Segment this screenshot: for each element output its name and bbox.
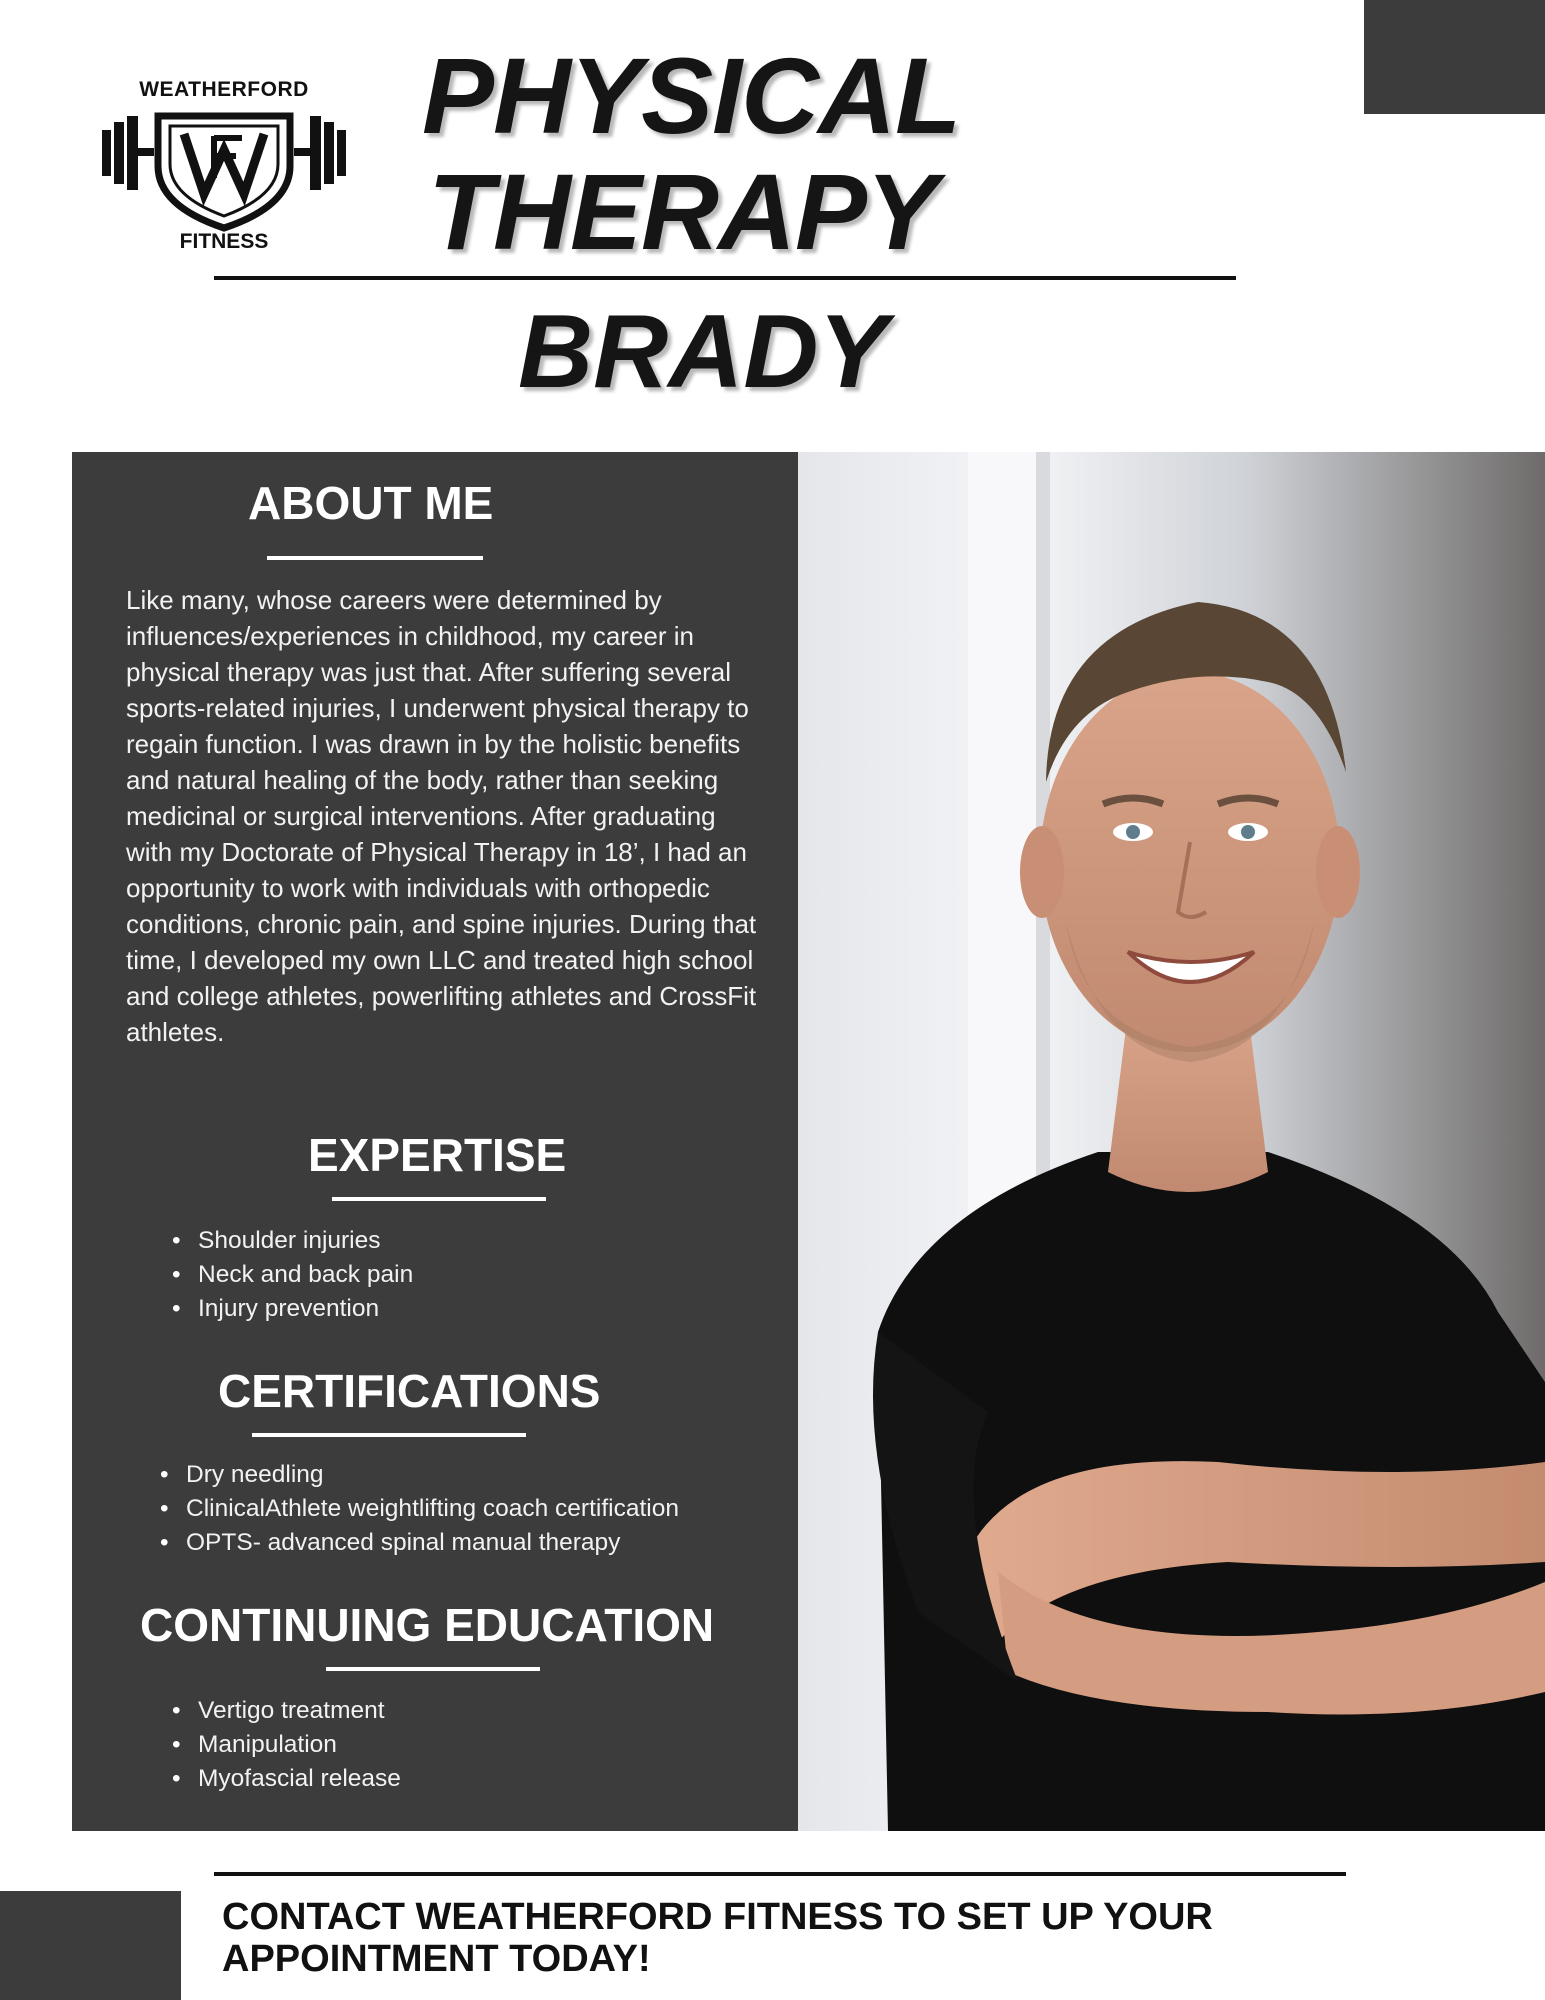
list-item: • Myofascial release bbox=[168, 1762, 401, 1796]
corner-block-top-right bbox=[1364, 0, 1545, 114]
list-item: • Shoulder injuries bbox=[168, 1224, 413, 1258]
header-divider bbox=[214, 276, 1236, 280]
about-underline bbox=[267, 556, 483, 560]
info-panel bbox=[72, 452, 798, 1831]
page-title-line-2: THERAPY bbox=[428, 151, 938, 272]
weatherford-fitness-logo bbox=[96, 72, 352, 262]
list-item: • Neck and back pain bbox=[168, 1258, 413, 1292]
cta-line-1: CONTACT WEATHERFORD FITNESS TO SET UP YOUR bbox=[222, 1896, 1213, 1938]
list-item: • Vertigo treatment bbox=[168, 1694, 401, 1728]
about-heading: ABOUT ME bbox=[248, 477, 494, 529]
corner-block-bottom-left bbox=[0, 1891, 181, 2000]
certifications-list bbox=[156, 1458, 679, 1560]
continuing-education-underline bbox=[326, 1667, 540, 1671]
cta-line-2: APPOINTMENT TODAY! bbox=[222, 1938, 651, 1980]
list-item: • OPTS- advanced spinal manual therapy bbox=[156, 1526, 679, 1560]
continuing-education-list bbox=[168, 1694, 401, 1796]
list-item: • Manipulation bbox=[168, 1728, 401, 1762]
therapist-photo bbox=[798, 452, 1545, 1831]
certifications-heading: CERTIFICATIONS bbox=[218, 1365, 601, 1417]
page-title-line-1: PHYSICAL bbox=[422, 35, 961, 156]
portrait-illustration bbox=[798, 452, 1545, 1831]
list-item: • ClinicalAthlete weightlifting coach certification bbox=[156, 1492, 679, 1526]
about-body: Like many, whose careers were determined by influences/experiences in childhood, my career in physical therapy was just that. After suffering several sports-related injuries, I underwent physical therapy to regain function. I was drawn in by the holistic benefits and natural healing of the body, rather than seeking medicinal or surgical interventions. After graduating with my Doctorate of Physical Therapy in 18’, I had an opportunity to work with individuals with orthopedic conditions, chronic pain, and spine injuries. During that time, I developed my own LLC and treated high school and college athletes, powerlifting athletes and CrossFit athletes. bbox=[126, 585, 757, 1047]
logo-bottom-text: FITNESS bbox=[179, 230, 269, 253]
continuing-education-heading: CONTINUING EDUCATION bbox=[140, 1599, 715, 1651]
list-item: • Injury prevention bbox=[168, 1292, 413, 1326]
barbell-shield-icon bbox=[96, 102, 352, 232]
expertise-list bbox=[168, 1224, 413, 1326]
call-to-action bbox=[222, 1896, 1402, 1980]
expertise-heading: EXPERTISE bbox=[308, 1129, 567, 1181]
list-item: • Dry needling bbox=[156, 1458, 679, 1492]
expertise-underline bbox=[332, 1197, 546, 1201]
logo-top-text: WEATHERFORD bbox=[139, 78, 309, 101]
certifications-underline bbox=[252, 1433, 526, 1437]
therapist-name: BRADY bbox=[518, 294, 888, 410]
footer-divider bbox=[214, 1872, 1346, 1876]
